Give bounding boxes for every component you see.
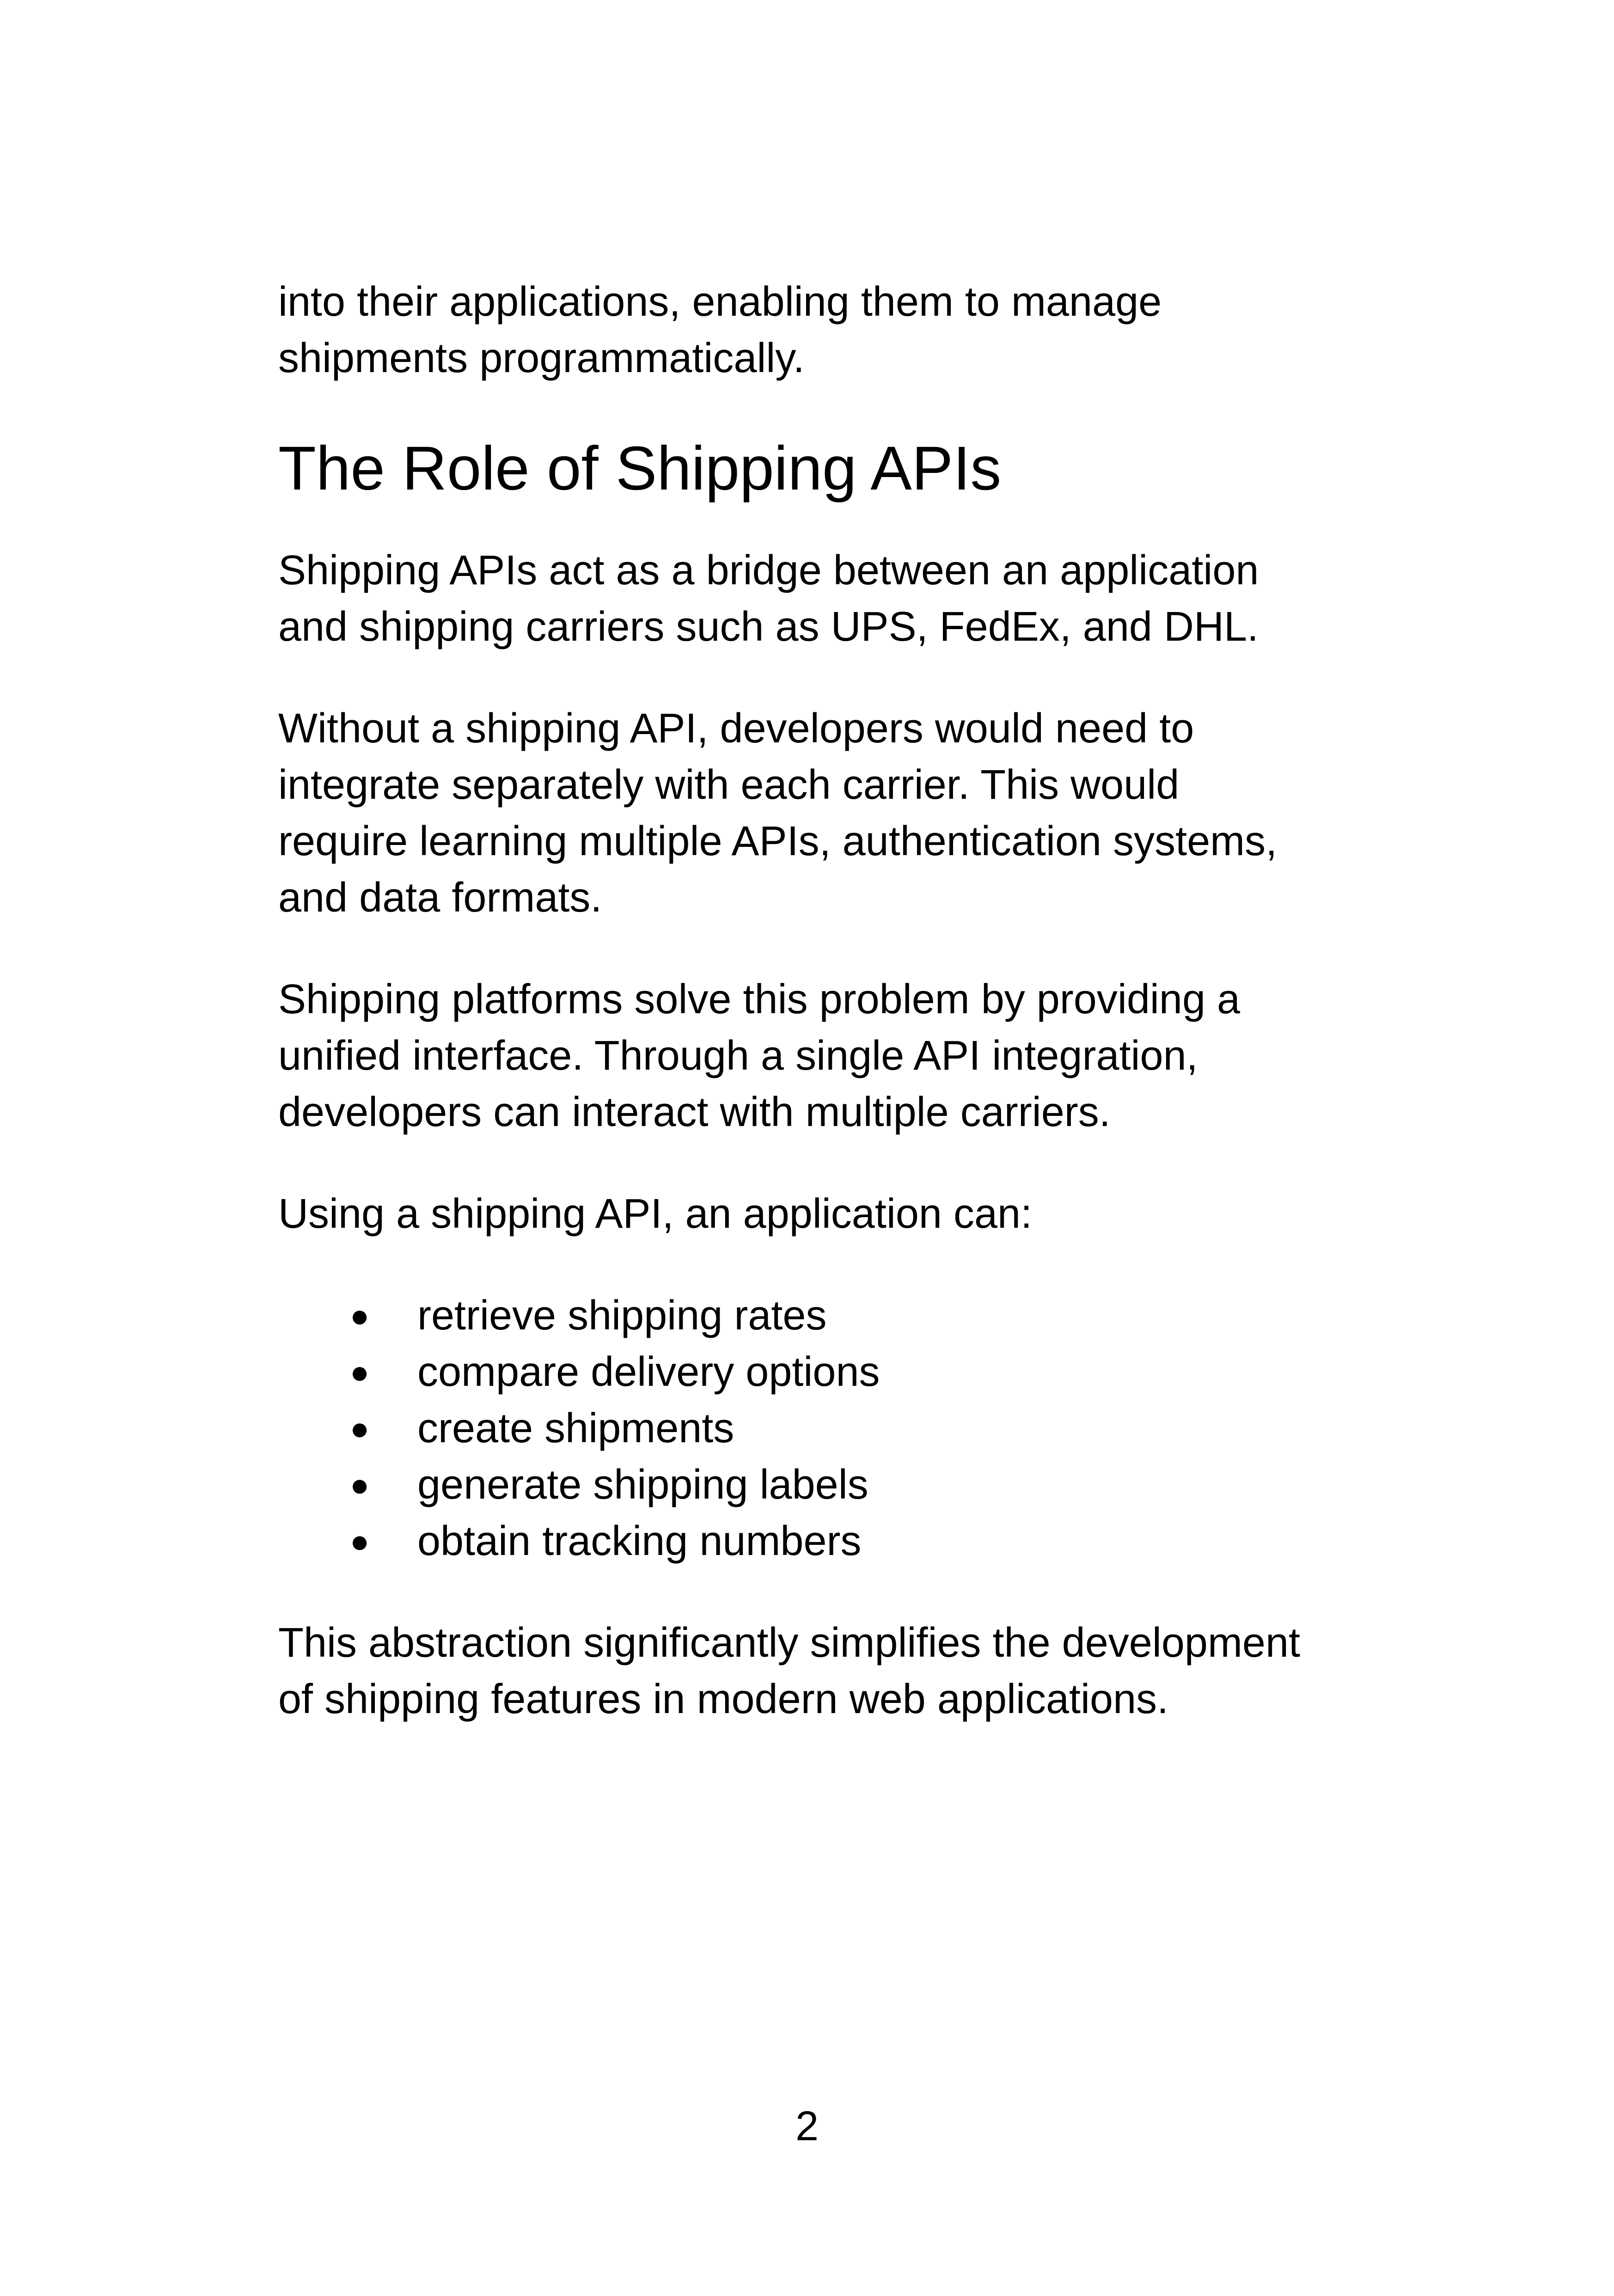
text-line: require learning multiple APIs, authentication systems, xyxy=(278,818,1278,864)
text-line: and data formats. xyxy=(278,875,602,921)
text-line: Shipping APIs act as a bridge between an application xyxy=(278,547,1259,594)
closing-paragraph xyxy=(278,1615,1346,1727)
text-line: developers can interact with multiple carriers. xyxy=(278,1089,1111,1135)
text-line: unified interface. Through a single API integration, xyxy=(278,1033,1198,1079)
list-item-text: generate shipping labels xyxy=(417,1462,868,1508)
capabilities-list xyxy=(278,1287,1346,1569)
paragraph-without-api xyxy=(278,700,1346,926)
text-line: integrate separately with each carrier. This would xyxy=(278,762,1180,808)
bullet-icon: ● xyxy=(350,1354,370,1390)
intro-paragraph xyxy=(278,274,1346,386)
paragraph-list-intro xyxy=(278,1186,1346,1242)
text-line: Using a shipping API, an application can: xyxy=(278,1191,1033,1237)
text-line: into their applications, enabling them to manage xyxy=(278,279,1162,325)
text-line: Shipping platforms solve this problem by providing a xyxy=(278,976,1241,1022)
list-item-text: obtain tracking numbers xyxy=(417,1518,862,1564)
text-line: Without a shipping API, developers would need to xyxy=(278,705,1194,752)
list-item xyxy=(278,1344,1346,1400)
list-item xyxy=(278,1513,1346,1569)
bullet-icon: ● xyxy=(350,1410,370,1446)
list-item xyxy=(278,1400,1346,1457)
page-number: 2 xyxy=(795,2103,819,2149)
text-line: shipments programmatically. xyxy=(278,335,805,381)
bullet-icon: ● xyxy=(350,1298,370,1334)
bullet-icon: ● xyxy=(350,1467,370,1503)
page-content xyxy=(278,274,1346,1727)
section-heading: The Role of Shipping APIs xyxy=(278,434,1002,503)
list-item xyxy=(278,1457,1346,1513)
list-item xyxy=(278,1287,1346,1344)
list-item-text: compare delivery options xyxy=(417,1349,880,1395)
bullet-icon: ● xyxy=(350,1523,370,1559)
paragraph-bridge xyxy=(278,542,1346,655)
list-item-text: retrieve shipping rates xyxy=(417,1292,827,1339)
list-item-text: create shipments xyxy=(417,1405,734,1451)
text-line: and shipping carriers such as UPS, FedEx, and DHL. xyxy=(278,604,1259,650)
text-line: This abstraction significantly simplifies the development xyxy=(278,1620,1301,1666)
text-line: of shipping features in modern web applications. xyxy=(278,1676,1169,1722)
paragraph-platforms xyxy=(278,971,1346,1140)
